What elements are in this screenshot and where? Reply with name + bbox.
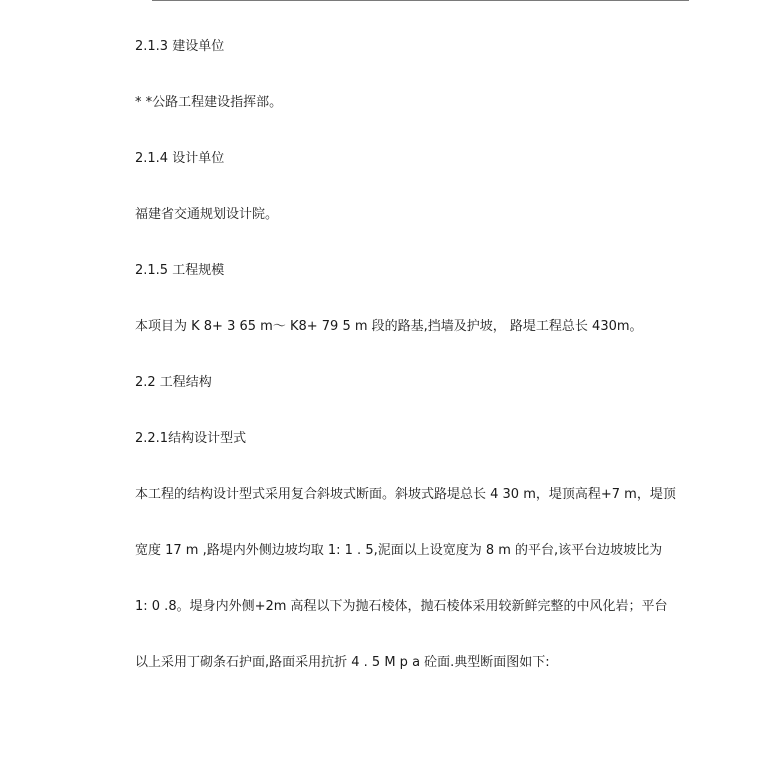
top-rule bbox=[152, 0, 689, 1]
paragraph-construction-unit: * *公路工程建设指挥部。 bbox=[135, 95, 283, 110]
paragraph-design-unit: 福建省交通规划设计院。 bbox=[135, 207, 279, 222]
heading-2-2-1: 2.2.1结构设计型式 bbox=[135, 431, 247, 446]
heading-2-2: 2.2 工程结构 bbox=[135, 375, 212, 390]
paragraph-structure-line-2: 宽度 17 m ,路堤内外侧边坡均取 1: 1 . 5,泥面以上设宽度为 8 m 的平台,该平台边坡坡比为 bbox=[135, 543, 663, 558]
heading-2-1-4: 2.1.4 设计单位 bbox=[135, 151, 225, 166]
paragraph-structure-line-1: 本工程的结构设计型式采用复合斜坡式断面。斜坡式路堤总长 4 30 m，堤顶高程+7 m，堤顶 bbox=[135, 487, 676, 502]
heading-2-1-5: 2.1.5 工程规模 bbox=[135, 263, 225, 278]
heading-2-1-3: 2.1.3 建设单位 bbox=[135, 39, 225, 54]
paragraph-structure-line-3: 1: 0 .8。堤身内外侧+2m 高程以下为抛石棱体，抛石棱体采用较新鲜完整的中风化岩；平台 bbox=[135, 599, 668, 614]
paragraph-structure-line-4: 以上采用丁砌条石护面,路面采用抗折 4 . 5 M p a 砼面.典型断面图如下: bbox=[135, 655, 550, 670]
paragraph-project-scale: 本项目为 K 8+ 3 65 m～ K8+ 79 5 m 段的路基,挡墙及护坡， 路堤工程总长 430m。 bbox=[135, 319, 643, 334]
